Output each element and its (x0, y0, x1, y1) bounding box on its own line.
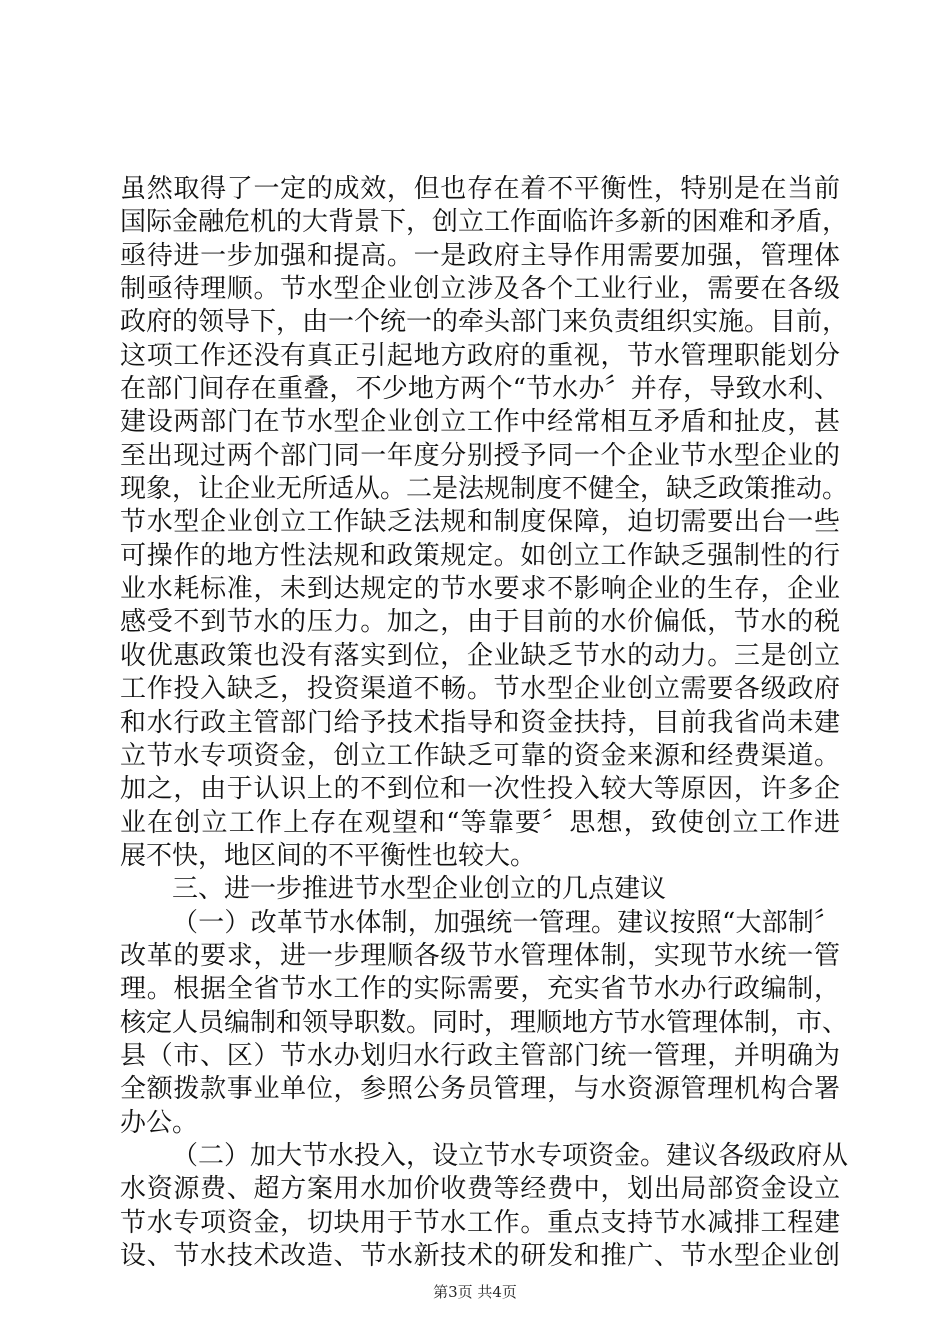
text-line: 国际金融危机的大背景下，创立工作面临许多新的困难和矛盾， (120, 207, 849, 238)
text-line: 亟待进一步加强和提高。一是政府主导作用需要加强，管理体 (120, 240, 840, 271)
text-line: 县（市、区）节水办划归水行政主管部门统一管理，并明确为 (120, 1040, 840, 1071)
text-line: 节水专项资金，切块用于节水工作。重点支持节水减排工程建 (120, 1207, 840, 1238)
text-line: 加之，由于认识上的不到位和一次性投入较大等原因，许多企 (120, 774, 840, 805)
text-line: 感受不到节水的压力。加之，由于目前的水价偏低，节水的税 (120, 607, 840, 638)
text-line: 可操作的地方性法规和政策规定。如创立工作缺乏强制性的行 (120, 540, 840, 571)
text-line: 办公。 (120, 1107, 199, 1138)
text-line: 业在创立工作上存在观望和“等靠要〞思想，致使创立工作进 (120, 807, 840, 838)
text-line: 制亟待理顺。节水型企业创立涉及各个工业行业，需要在各级 (120, 274, 840, 305)
text-line: 这项工作还没有真正引起地方政府的重视，节水管理职能划分 (120, 340, 840, 371)
text-line: 收优惠政策也没有落实到位，企业缺乏节水的动力。三是创立 (120, 640, 840, 671)
text-line: 建设两部门在节水型企业创立工作中经常相互矛盾和扯皮，甚 (120, 407, 840, 438)
text-line: 水资源费、超方案用水加价收费等经费中，划出局部资金设立 (120, 1174, 840, 1205)
text-line: 立节水专项资金，创立工作缺乏可靠的资金来源和经费渠道。 (120, 740, 840, 771)
text-line: （一）改革节水体制，加强统一管理。建议按照“大部制〞 (172, 907, 840, 938)
text-line: 和水行政主管部门给予技术指导和资金扶持，目前我省尚未建 (120, 707, 840, 738)
text-line: 全额拨款事业单位，参照公务员管理，与水资源管理机构合署 (120, 1074, 840, 1105)
text-line: 理。根据全省节水工作的实际需要，充实省节水办行政编制， (120, 974, 840, 1005)
text-line: 节水型企业创立工作缺乏法规和制度保障，迫切需要出台一些 (120, 507, 840, 538)
text-line: 核定人员编制和领导职数。同时，理顺地方节水管理体制，市、 (120, 1007, 849, 1038)
text-line: 业水耗标准，未到达规定的节水要求不影响企业的生存，企业 (120, 574, 840, 605)
section-heading: 三、进一步推进节水型企业创立的几点建议 (172, 874, 667, 905)
page-number-footer: 第3页 共4页 (433, 1283, 517, 1301)
text-line: 改革的要求，进一步理顺各级节水管理体制，实现节水统一管 (120, 940, 840, 971)
text-line: 设、节水技术改造、节水新技术的研发和推广、节水型企业创 (120, 1241, 840, 1271)
text-line: 现象，让企业无所适从。二是法规制度不健全，缺乏政策推动。 (120, 474, 849, 505)
text-line: 在部门间存在重叠，不少地方两个“节水办〞并存，导致水利、 (120, 374, 840, 405)
text-line: 工作投入缺乏，投资渠道不畅。节水型企业创立需要各级政府 (120, 674, 840, 705)
text-line: 展不快，地区间的不平衡性也较大。 (120, 840, 537, 871)
text-line: 虽然取得了一定的成效，但也存在着不平衡性，特别是在当前 (120, 174, 840, 204)
text-line: 政府的领导下，由一个统一的牵头部门来负责组织实施。目前， (120, 307, 849, 338)
text-line: （二）加大节水投入，设立节水专项资金。建议各级政府从 (172, 1140, 849, 1171)
text-line: 至出现过两个部门同一年度分别授予同一个企业节水型企业的 (120, 440, 840, 471)
